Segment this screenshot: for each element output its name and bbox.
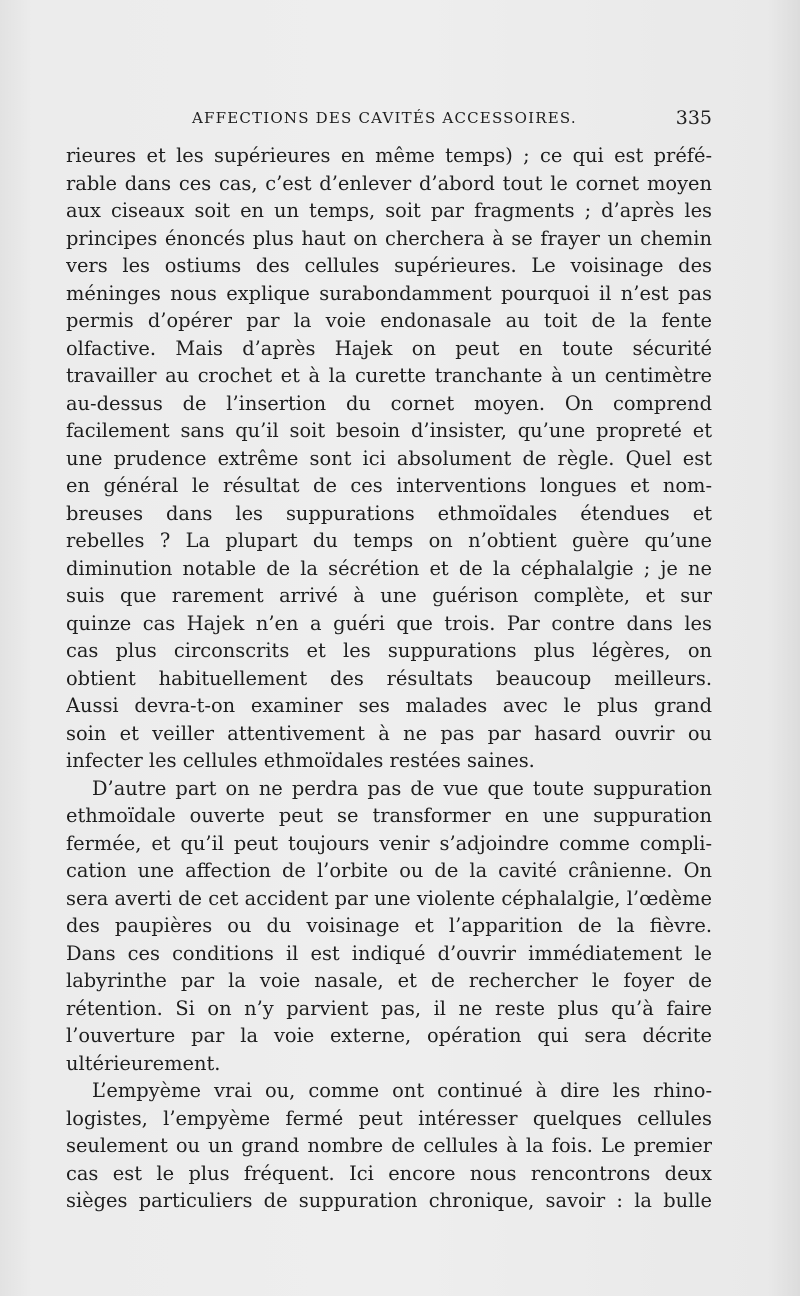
body-text bbox=[66, 142, 712, 1215]
text-line: labyrinthe par la voie nasale, et de rechercher le foyer de bbox=[66, 969, 712, 992]
text-line: cation une affection de l’orbite ou de la cavité crânienne. On bbox=[66, 859, 712, 882]
text-line: Aussi devra-t-on examiner ses malades avec le plus grand bbox=[66, 694, 712, 717]
text-line: l’ouverture par la voie externe, opération qui sera décrite bbox=[66, 1024, 712, 1047]
text-line: breuses dans les suppurations ethmoïdales étendues et bbox=[66, 501, 712, 525]
text-line: facilement sans qu’il soit besoin d’insister, qu’une propreté et bbox=[66, 419, 712, 442]
running-header bbox=[66, 103, 712, 133]
text-line: quinze cas Hajek n’en a guéri que trois. Par contre dans les bbox=[66, 611, 712, 635]
text-line: cas plus circonscrits et les suppurations plus légères, on bbox=[66, 639, 712, 662]
text-line: ethmoïdale ouverte peut se transformer en une suppuration bbox=[66, 804, 712, 827]
text-line: rable dans ces cas, c’est d’enlever d’abord tout le cornet moyen bbox=[66, 171, 712, 195]
text-line: rieures et les supérieures en même temps) ; ce qui est préfé- bbox=[66, 144, 712, 167]
text-line: rétention. Si on n’y parvient pas, il ne reste plus qu’à faire bbox=[66, 996, 712, 1020]
text-line: cas est le plus fréquent. Ici encore nous rencontrons deux bbox=[66, 1161, 712, 1185]
text-line: L’empyème vrai ou, comme ont continué à dire les rhino- bbox=[92, 1079, 712, 1102]
text-line: rebelles ? La plupart du temps on n’obtient guère qu’une bbox=[66, 529, 712, 552]
text-line: olfactive. Mais d’après Hajek on peut en toute sécurité bbox=[66, 336, 712, 360]
text-line: vers les ostiums des cellules supérieures. Le voisinage des bbox=[66, 254, 712, 277]
text-line: D’autre part on ne perdra pas de vue que toute suppuration bbox=[92, 776, 712, 800]
text-line: seulement ou un grand nombre de cellules à la fois. Le premier bbox=[66, 1134, 712, 1157]
text-line: principes énoncés plus haut on cherchera à se frayer un chemin bbox=[66, 226, 712, 250]
text-line: infecter les cellules ethmoïdales restées saines. bbox=[66, 749, 535, 772]
running-title: AFFECTIONS DES CAVITÉS ACCESSOIRES. bbox=[192, 109, 577, 127]
text-line: des paupières ou du voisinage et l’apparition de la fièvre. bbox=[66, 914, 712, 937]
text-line: diminution notable de la sécrétion et de la céphalalgie ; je ne bbox=[66, 556, 712, 580]
text-line: logistes, l’empyème fermé peut intéresser quelques cellules bbox=[66, 1106, 712, 1130]
text-line: travailler au crochet et à la curette tranchante à un centimètre bbox=[66, 364, 712, 387]
text-line: fermée, et qu’il peut toujours venir s’adjoindre comme compli- bbox=[66, 831, 712, 855]
text-line: suis que rarement arrivé à une guérison complète, et sur bbox=[66, 584, 712, 607]
text-line: aux ciseaux soit en un temps, soit par fragments ; d’après les bbox=[66, 199, 712, 222]
text-line: ultérieurement. bbox=[66, 1051, 221, 1075]
text-line: une prudence extrême sont ici absolument de règle. Quel est bbox=[66, 446, 712, 470]
text-line: soin et veiller attentivement à ne pas par hasard ouvrir ou bbox=[66, 721, 712, 745]
text-line: sera averti de cet accident par une violente céphalalgie, l’œdème bbox=[66, 886, 712, 910]
text-line: au-dessus de l’insertion du cornet moyen. On comprend bbox=[66, 391, 712, 415]
text-line: en général le résultat de ces interventions longues et nom- bbox=[66, 474, 712, 497]
text-line: obtient habituellement des résultats beaucoup meilleurs. bbox=[66, 666, 712, 690]
text-line: Dans ces conditions il est indiqué d’ouvrir immédiatement le bbox=[66, 941, 712, 965]
text-line: méninges nous explique surabondamment pourquoi il n’est pas bbox=[66, 281, 712, 305]
page-number: 335 bbox=[675, 107, 712, 129]
text-line: sièges particuliers de suppuration chronique, savoir : la bulle bbox=[66, 1189, 712, 1212]
text-line: permis d’opérer par la voie endonasale au toit de la fente bbox=[66, 309, 712, 332]
